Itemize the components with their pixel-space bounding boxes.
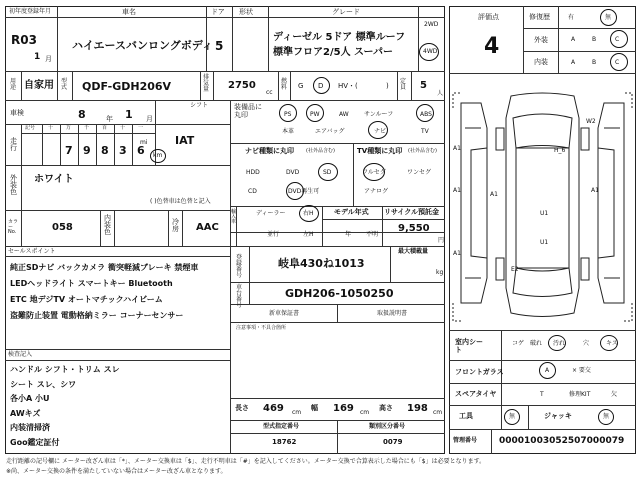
equipment-item: TV (421, 128, 429, 135)
repair-yes: 有 (568, 14, 575, 21)
diagram-mark: A1 (453, 187, 461, 194)
year-value: R03 (11, 33, 37, 47)
fuel-g: G (298, 82, 304, 90)
kg-unit: kg (436, 269, 444, 276)
mileage-mi: mi (140, 139, 148, 146)
mileage-unit-label: 十 (120, 125, 126, 131)
equipment-item: サンルーフ (364, 111, 394, 118)
mileage-digit: 7 (65, 144, 73, 157)
repair-no: 無 (605, 14, 612, 21)
model-year-unknown: 不明 (366, 231, 379, 238)
inspection-label: 車検 (10, 109, 24, 117)
model-year-label: モデル年式 (334, 208, 369, 216)
mileage-unit-label: 万 (66, 125, 72, 131)
type-label: 型式 (61, 78, 68, 91)
equipment-navi-circle (368, 121, 388, 139)
navi-dvd-play-circle (286, 182, 304, 200)
sales-point-line: ETC 地デジTV オートマチックハイビーム (10, 295, 163, 304)
length-label: 長さ (235, 404, 249, 412)
footer-line1: 走行距離の記号欄に メーター改ざん車は「*」、メーター交換車は「$」、走行不明車は「#」を記入してください。メーター交換で合算表示した場合にも「$」は必要となります。 (6, 458, 486, 465)
windshield-note: × 要交 (572, 367, 591, 374)
seat-item: 穴 (583, 340, 590, 347)
shift-value: IAT (175, 134, 195, 147)
type-value: QDF-GDH206V (82, 80, 172, 93)
car-damage-diagram (451, 88, 634, 326)
sales-point-line: LEDヘッドライト スマートキー Bluetooth (10, 279, 173, 288)
recycle-label: リサイクル預託金 (384, 208, 440, 216)
height-unit: cm (433, 409, 443, 416)
mileage-digit: 6 (137, 144, 145, 157)
fuel-d: D (318, 82, 324, 90)
seat-dirt-circle (548, 335, 566, 351)
tools-value: 無 (509, 413, 516, 420)
car-name-label: 車名 (122, 8, 136, 16)
displacement-value: 2750 (228, 80, 256, 91)
diagram-mark: E2 (511, 266, 519, 273)
mileage-digit: 9 (83, 144, 91, 157)
jack-value: 無 (603, 413, 610, 420)
fuel-close: ) (386, 82, 389, 90)
exterior-grade-option: A (571, 36, 576, 43)
recycle-value: 9,550 (398, 223, 430, 234)
diagram-mark: A1 (490, 191, 498, 198)
seat-item: 破れ (530, 340, 543, 347)
import-label: 輸入車 (231, 209, 237, 225)
diagram-mark: A1 (591, 187, 599, 194)
equipment-item: エアバッグ (315, 128, 345, 135)
navi-note: (社外品含む) (306, 148, 335, 154)
inspector-notes-label: 検査記入 (8, 351, 33, 358)
import-parallel: 並行 (267, 231, 280, 238)
new-car-warranty: 新車保証書 (269, 310, 300, 317)
diagram-mark: A1 (453, 145, 461, 152)
width-label: 幅 (311, 404, 318, 412)
capacity-value: 5 (420, 80, 427, 91)
ac-label: 冷房 (172, 218, 179, 233)
inspection-year: 8 (78, 108, 86, 121)
drive-4wd: 4WD (423, 48, 438, 55)
interior-seat-label: 室内シート (455, 338, 483, 355)
mileage-unit-label: 百 (102, 125, 108, 131)
import-left-handle: 左H (303, 231, 314, 238)
month-value: 1 (34, 52, 41, 62)
door-label: ドア (211, 8, 225, 16)
mileage-unit-label: 千 (84, 125, 90, 131)
grade-line1: ディーゼル 5ドア 標準ルーフ (273, 32, 406, 43)
equipment-item: ナビ (374, 128, 387, 135)
cc-unit: cc (266, 89, 273, 96)
mileage-unit-label: 一 (138, 125, 144, 131)
seat-item: コゲ (512, 340, 525, 347)
usage-value: 自家用 (24, 80, 54, 91)
seat-item: 汚れ (553, 340, 566, 347)
first-reg-label: 初年度登録年月 (9, 8, 52, 15)
month-unit: 月 (45, 55, 52, 63)
mgmt-value: 00001003052507000079 (499, 436, 625, 446)
equipment-item: PS (284, 111, 292, 118)
tv-fullseg-circle (363, 163, 385, 181)
fuel-label: 燃料 (281, 78, 288, 91)
interior-grade-option: C (615, 59, 620, 66)
height-value: 198 (407, 403, 428, 414)
width-unit: cm (360, 409, 370, 416)
class-label: 類別区分番号 (369, 423, 406, 430)
mgmt-label: 管理番号 (453, 437, 478, 444)
grade-line2: 標準フロア2/5人 スーパー (273, 47, 394, 58)
tv-item: アナログ (364, 188, 389, 195)
equipment-pw-circle (306, 104, 324, 122)
navi-item: SD (323, 169, 332, 176)
spare-item: 欠 (611, 391, 618, 398)
diagram-mark: U1 (540, 210, 549, 217)
spare-item: 修理KIT (569, 391, 591, 398)
equipment-item: PW (310, 111, 320, 118)
sales-points-label: セールスポイント (8, 248, 56, 255)
footer-line2: ※尚、メーター交換の条件を満たしていない場合はメーター改ざん車となります。 (6, 468, 227, 475)
shape-label: 形状 (239, 8, 253, 16)
equipment-item: 本革 (282, 128, 295, 135)
navi-item: HDD (246, 169, 260, 176)
equipment-title: 装備品に丸印 (234, 103, 262, 119)
color-no-label: カラーNo. (8, 219, 19, 235)
sales-point-line: 純正SDナビ バックカメラ 衝突軽減ブレーキ 禁煙車 (10, 263, 199, 272)
mileage-unit-label: 十 (48, 125, 54, 131)
inspector-note-line: 内装清掃済 (10, 423, 50, 432)
displacement-label: 排気量 (203, 74, 210, 93)
interior-c-circle (610, 53, 628, 71)
navi-item: CD (248, 188, 257, 195)
score-label: 評価点 (478, 13, 499, 21)
equipment-ps-circle (279, 104, 297, 122)
notes-label: 注意事項・不具合箇所 (236, 325, 287, 331)
designation-label: 型式指定番号 (263, 423, 300, 430)
mileage-unit-label: 記号 (25, 125, 36, 131)
tools-label: 工具 (459, 412, 473, 420)
import-right-handle: 右H (303, 210, 314, 217)
ac-value: AAC (196, 222, 219, 233)
tv-note: (社外品含む) (408, 148, 437, 154)
exterior-note: ( )色替車は色替と記入 (150, 198, 211, 205)
designation-value: 18762 (272, 438, 297, 446)
interior-grade-option: A (571, 59, 576, 66)
navi-item: DVD (286, 169, 300, 176)
windshield-a: A (545, 367, 550, 374)
reg-value: 岐阜430ね1013 (278, 257, 365, 270)
color-no-value: 058 (52, 222, 73, 233)
inspector-note-line: AWキズ (10, 408, 41, 418)
equipment-abs-circle (416, 104, 434, 122)
exterior-grade-label: 外装 (534, 36, 548, 44)
model-year-unit: 年 (345, 231, 352, 238)
door-value: 5 (215, 39, 224, 53)
score-value: 4 (484, 34, 500, 59)
jack-label: ジャッキ (544, 412, 572, 420)
navi-title: ナビ種類に丸印 (245, 147, 294, 155)
diagram-side-label: H_6 (554, 147, 566, 154)
exterior-label: 外装色 (10, 174, 17, 196)
fuel-hv: HV・( (338, 82, 358, 90)
equipment-item: ABS (420, 111, 432, 118)
exterior-grade-option: B (592, 36, 597, 43)
width-value: 169 (333, 403, 354, 414)
height-label: 高さ (379, 404, 393, 412)
manual: 取扱説明書 (377, 310, 408, 317)
grade-label: グレード (332, 8, 360, 16)
inspector-note-line: シート スレ、シワ (10, 379, 77, 389)
inspector-note-line: Goo鑑定証付 (10, 437, 60, 447)
reg-label: 登録番号 (236, 254, 243, 279)
tv-item: フルセグ (362, 169, 386, 176)
navi-item: DVD再生可 (288, 188, 320, 195)
recycle-unit: 円 (438, 237, 445, 244)
navi-sd-circle (318, 163, 338, 181)
interior-grade-label: 内装 (534, 58, 548, 66)
inspector-note-line: ハンドル シフト・トリム スレ (10, 365, 120, 374)
capacity-unit: 人 (437, 90, 444, 97)
equipment-item: AW (339, 111, 349, 118)
inspection-year-unit: 年 (106, 115, 113, 123)
import-dealer: ディーラー (256, 210, 286, 217)
diagram-mark: U1 (540, 239, 549, 246)
spare-label: スペアタイヤ (455, 390, 497, 398)
diagram-mark: W2 (586, 118, 596, 125)
max-load-label: 最大積載量 (398, 248, 429, 255)
mileage-digit: 3 (119, 144, 127, 157)
length-unit: cm (292, 409, 302, 416)
chassis-label: 車台番号 (236, 284, 243, 309)
seat-item: キズ (606, 340, 618, 347)
drive-2wd: 2WD (424, 21, 439, 28)
mileage-label: 走行 (10, 137, 17, 152)
sales-point-line: 盗難防止装置 電動格納ミラー コーナーセンサー (10, 311, 184, 320)
tv-title: TV種類に丸印 (357, 147, 403, 155)
chassis-value: GDH206-1050250 (285, 287, 394, 300)
seat-scratch-circle (600, 335, 618, 351)
capacity-label: 定員 (400, 78, 407, 91)
inspection-month: 1 (125, 108, 133, 121)
usage-label: 用途 (10, 78, 17, 91)
class-value: 0079 (383, 438, 403, 446)
interior-grade-option: B (592, 59, 597, 66)
spare-item: T (540, 391, 544, 398)
exterior-value: ホワイト (34, 174, 74, 185)
mileage-digit: 8 (101, 144, 109, 157)
exterior-grade-option: C (615, 36, 620, 43)
tv-item: ワンセグ (407, 169, 432, 176)
car-name-value: ハイエースバンロングボディ (72, 39, 213, 52)
shift-label: シフト (190, 102, 209, 109)
inspector-note-line: 各小A 小U (10, 394, 50, 403)
length-value: 469 (263, 403, 284, 414)
diagram-mark: A1 (453, 250, 461, 257)
exterior-c-circle (610, 30, 628, 48)
interior-label: 内装色 (104, 214, 111, 236)
mileage-km: km (153, 152, 163, 159)
repair-label: 修復歴 (529, 13, 550, 21)
inspection-month-unit: 月 (146, 115, 153, 123)
windshield-label: フロントガラス (455, 368, 504, 376)
